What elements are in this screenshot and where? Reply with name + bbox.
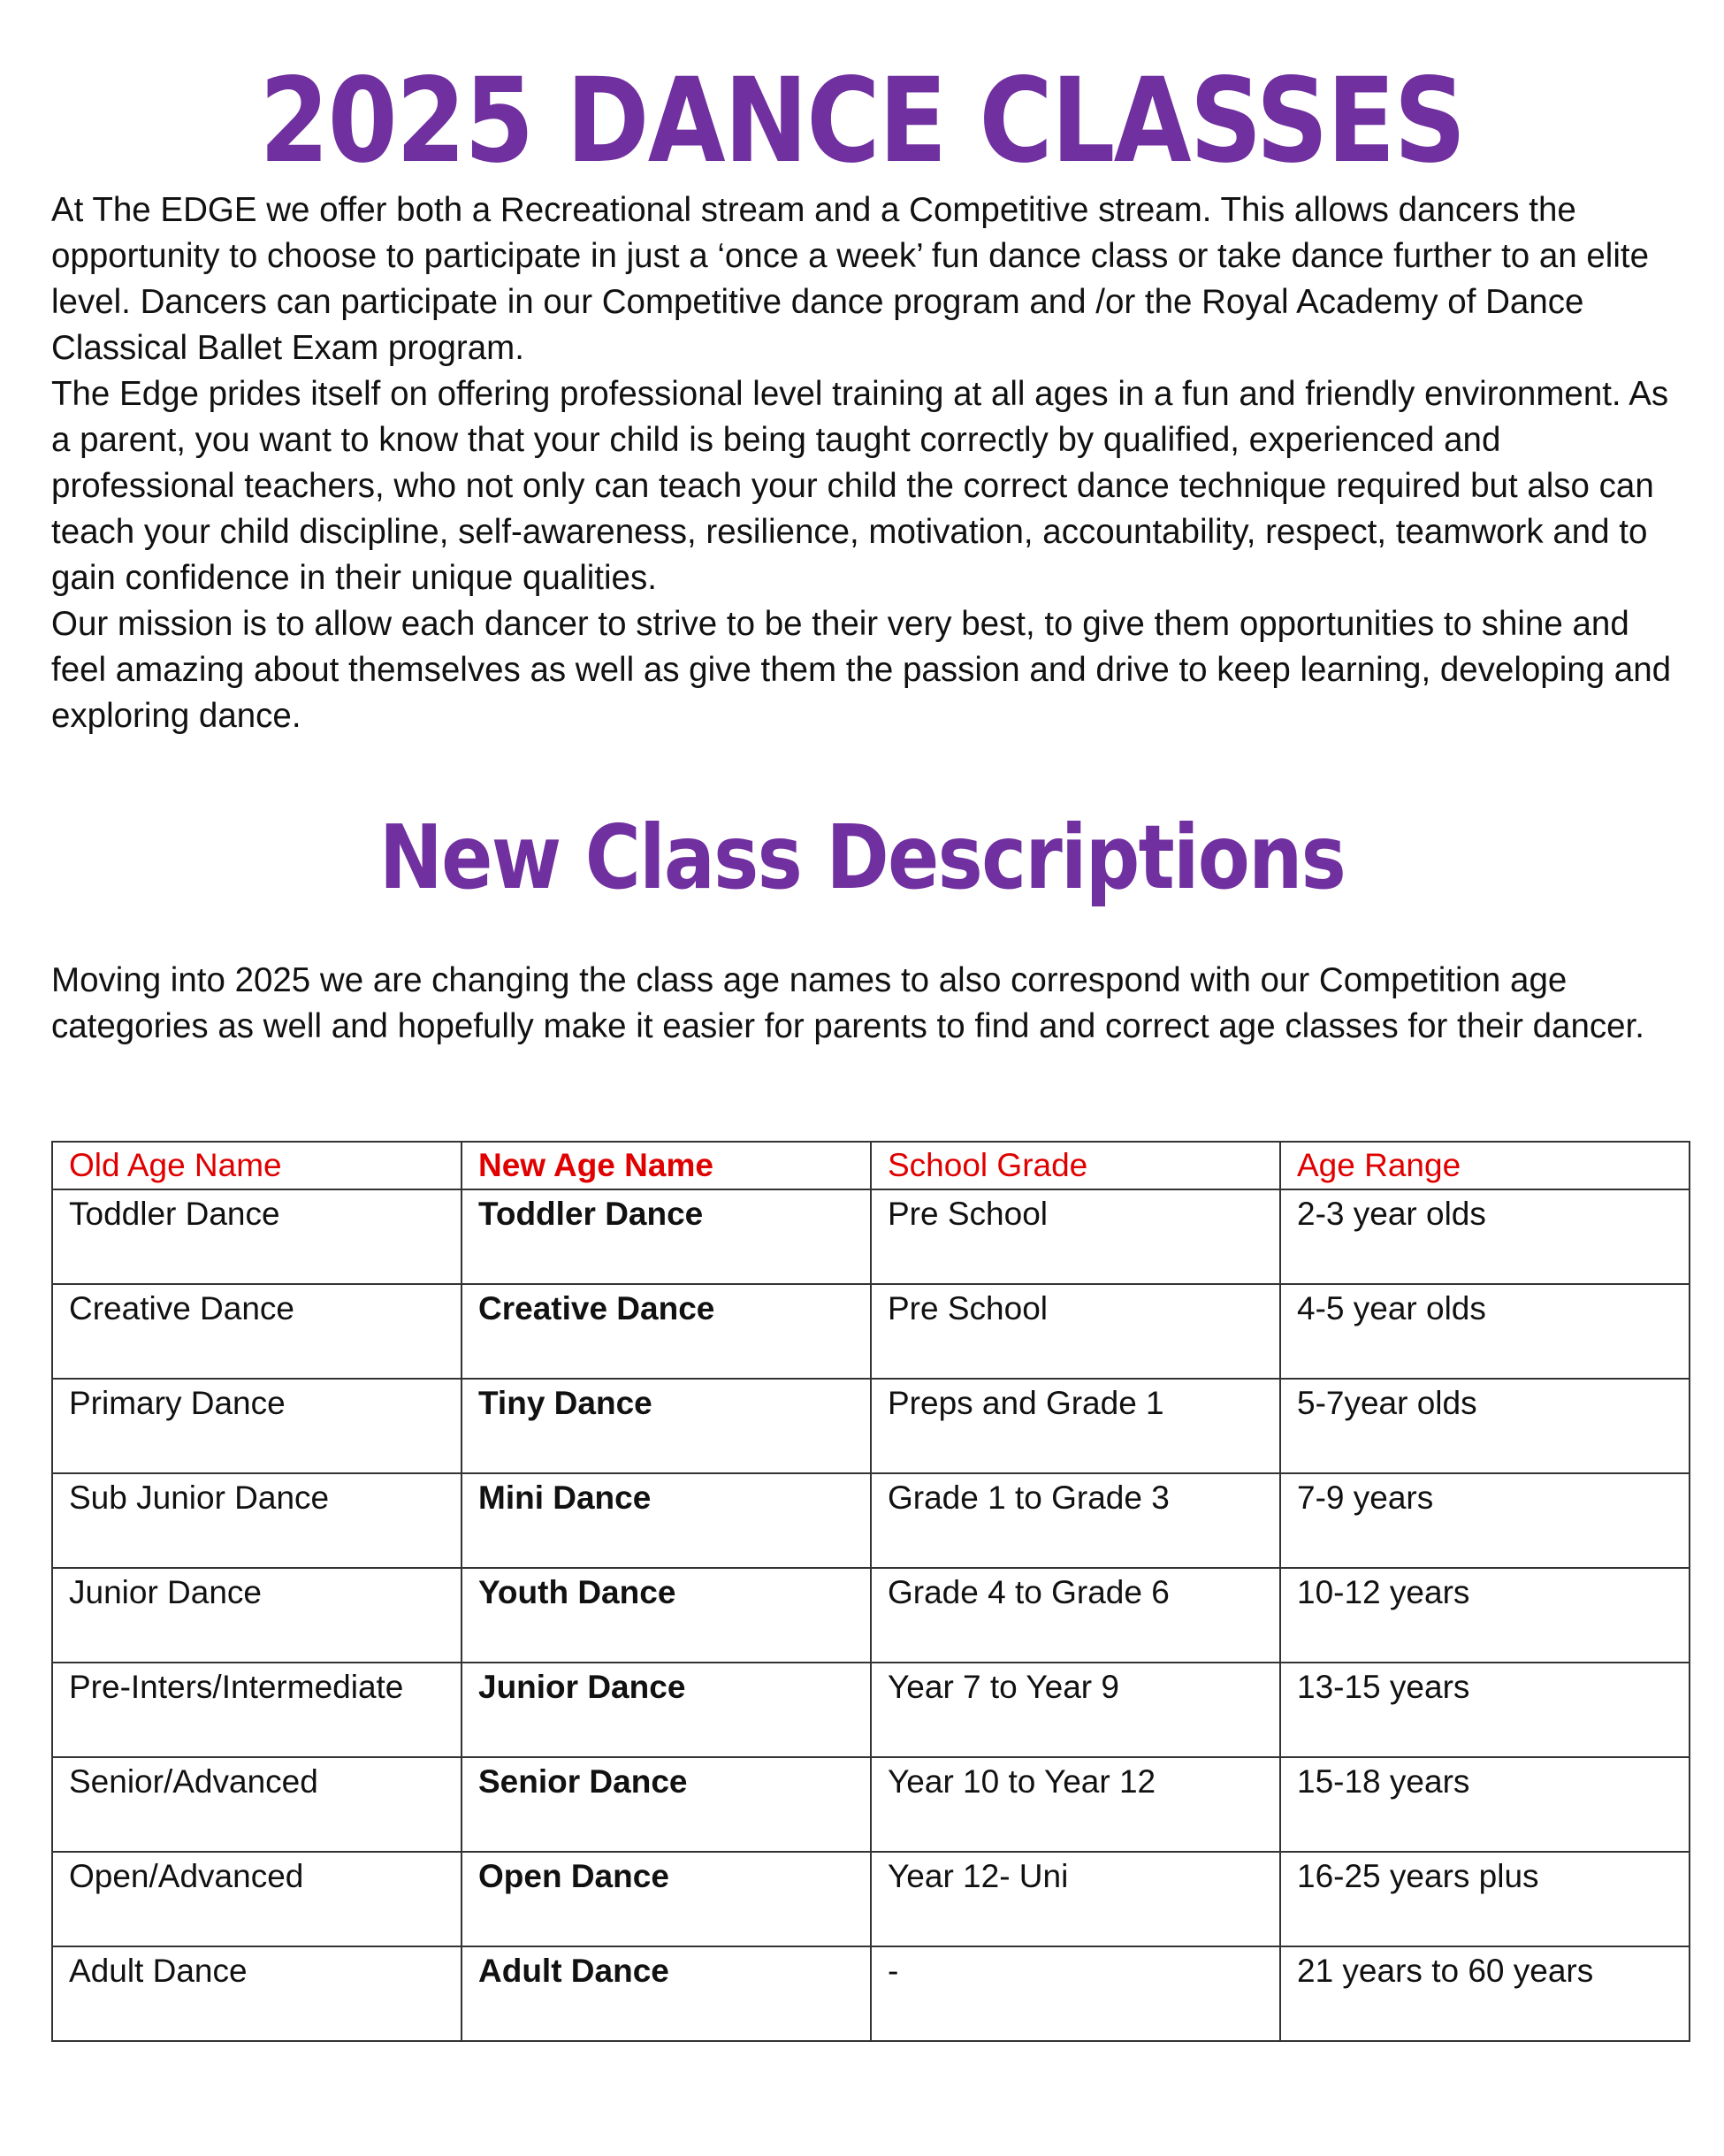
new-name-cell: Senior Dance bbox=[462, 1757, 871, 1852]
header-school-grade: School Grade bbox=[871, 1142, 1280, 1189]
age-range-cell: 16-25 years plus bbox=[1280, 1852, 1690, 1946]
table-row bbox=[52, 1852, 1690, 1946]
new-name-cell: Open Dance bbox=[462, 1852, 871, 1946]
table-header-row bbox=[52, 1142, 1690, 1189]
old-name-cell: Junior Dance bbox=[52, 1568, 462, 1663]
table-row bbox=[52, 1473, 1690, 1568]
old-name-cell: Primary Dance bbox=[52, 1379, 462, 1473]
header-age-range: Age Range bbox=[1280, 1142, 1690, 1189]
new-name-cell: Junior Dance bbox=[462, 1663, 871, 1757]
school-grade-cell: Year 10 to Year 12 bbox=[871, 1757, 1280, 1852]
school-grade-cell: Year 12- Uni bbox=[871, 1852, 1280, 1946]
new-name-cell: Tiny Dance bbox=[462, 1379, 871, 1473]
old-name-cell: Sub Junior Dance bbox=[52, 1473, 462, 1568]
section-title: New Class Descriptions bbox=[378, 806, 1346, 909]
intro-paragraph: At The EDGE we offer both a Recreational stream and a Competitive stream. This allows dancers the opportunity to choose to participate in just a ‘once a week’ fun dance class or take dance further to an elite level. Dancers can participate in our Competitive dance program and /or the Royal Academy of Dance Classical Ballet Exam program. bbox=[51, 191, 1650, 367]
age-range-cell: 13-15 years bbox=[1280, 1663, 1690, 1757]
intro-paragraph: Our mission is to allow each dancer to strive to be their very best, to give them opportunities to shine and feel amazing about themselves as well as give them the passion and drive to keep learning, developing and exploring dance. bbox=[51, 605, 1672, 735]
school-grade-cell: Pre School bbox=[871, 1189, 1280, 1284]
school-grade-cell: Pre School bbox=[871, 1284, 1280, 1379]
old-name-cell: Pre-Inters/Intermediate bbox=[52, 1663, 462, 1757]
old-name-cell: Adult Dance bbox=[52, 1946, 462, 2041]
header-old-name: Old Age Name bbox=[52, 1142, 462, 1189]
table-row bbox=[52, 1757, 1690, 1852]
age-range-cell: 10-12 years bbox=[1280, 1568, 1690, 1663]
age-range-cell: 5-7year olds bbox=[1280, 1379, 1690, 1473]
new-name-cell: Youth Dance bbox=[462, 1568, 871, 1663]
intro-paragraph: The Edge prides itself on offering professional level training at all ages in a fun and friendly environment. As a parent, you want to know that your child is being taught correctly by qualified, experienced and professional teachers, who not only can teach your child the correct dance technique required but also can teach your child discipline, self-awareness, resilience, motivation, accountability, respect, teamwork and to gain confidence in their unique qualities. bbox=[51, 375, 1669, 597]
age-range-cell: 7-9 years bbox=[1280, 1473, 1690, 1568]
old-name-cell: Senior/Advanced bbox=[52, 1757, 462, 1852]
school-grade-cell: Grade 1 to Grade 3 bbox=[871, 1473, 1280, 1568]
school-grade-cell: Grade 4 to Grade 6 bbox=[871, 1568, 1280, 1663]
old-name-cell: Toddler Dance bbox=[52, 1189, 462, 1284]
section-note: Moving into 2025 we are changing the class age names to also correspond with our Competition age categories as well and hopefully make it easier for parents to find and correct age classes for their dancer. bbox=[51, 961, 1644, 1045]
new-name-cell: Mini Dance bbox=[462, 1473, 871, 1568]
new-name-cell: Creative Dance bbox=[462, 1284, 871, 1379]
table-row bbox=[52, 1663, 1690, 1757]
header-new-name: New Age Name bbox=[462, 1142, 871, 1189]
old-name-cell: Creative Dance bbox=[52, 1284, 462, 1379]
table-row bbox=[52, 1379, 1690, 1473]
new-name-cell: Toddler Dance bbox=[462, 1189, 871, 1284]
table-row bbox=[52, 1946, 1690, 2041]
table-row bbox=[52, 1568, 1690, 1663]
table-row bbox=[52, 1284, 1690, 1379]
school-grade-cell: Preps and Grade 1 bbox=[871, 1379, 1280, 1473]
school-grade-cell: Year 7 to Year 9 bbox=[871, 1663, 1280, 1757]
age-range-cell: 2-3 year olds bbox=[1280, 1189, 1690, 1284]
old-name-cell: Open/Advanced bbox=[52, 1852, 462, 1946]
age-range-cell: 15-18 years bbox=[1280, 1757, 1690, 1852]
age-range-cell: 21 years to 60 years bbox=[1280, 1946, 1690, 2041]
table-row bbox=[52, 1189, 1690, 1284]
class-table bbox=[51, 1141, 1690, 2042]
intro-text bbox=[51, 187, 1687, 739]
new-name-cell: Adult Dance bbox=[462, 1946, 871, 2041]
page-title: 2025 DANCE CLASSES bbox=[259, 53, 1465, 189]
school-grade-cell: - bbox=[871, 1946, 1280, 2041]
age-range-cell: 4-5 year olds bbox=[1280, 1284, 1690, 1379]
